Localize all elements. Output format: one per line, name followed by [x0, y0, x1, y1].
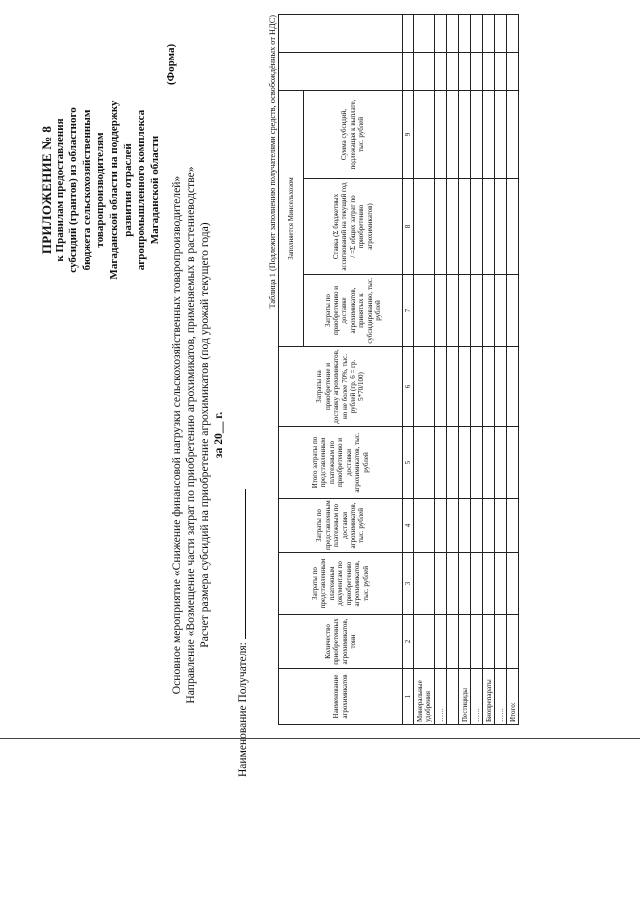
- page-divider-line: [0, 738, 640, 739]
- header-cell: Затраты по приобретению и доставке агрохимикатов, принятых к субсидированию, тыс. рублей: [304, 275, 403, 347]
- row-label: Минеральные удобрения: [414, 669, 435, 725]
- table-row: [507, 15, 519, 725]
- direction-line: Направление «Возмещение части затрат по приобретению агрохимикатов, применяемых в растениеводстве»: [184, 166, 197, 704]
- appendix-line: товаропроизводителям: [94, 132, 107, 248]
- table-caption: Таблица 1 (Подлежит заполнению получателями средств, освобождённых от НДС): [268, 15, 277, 309]
- table-row: [483, 15, 495, 725]
- table-row: [435, 15, 447, 725]
- table-row: [471, 15, 483, 725]
- appendix-title: ПРИЛОЖЕНИЕ № 8: [39, 125, 54, 255]
- col-number: 4: [403, 499, 414, 553]
- recipient-underline: [234, 489, 246, 639]
- row-label: [447, 669, 459, 725]
- table-row: [459, 15, 471, 725]
- appendix-line: развития отраслей: [121, 143, 134, 237]
- header-cell: Наименование агрохимикатов: [279, 669, 403, 725]
- appendix-line: Магаданской области на поддержку: [107, 100, 120, 280]
- col-number: 8: [403, 179, 414, 275]
- group-header-cell: Заполняется Минсельхозом: [279, 91, 304, 347]
- header-cell: Затраты по представленным платежным документам по приобретению агрохимикатов, тыс. рублей: [279, 553, 403, 615]
- subsidy-table: [278, 14, 519, 725]
- col-number-empty: [403, 53, 414, 91]
- col-number: 9: [403, 91, 414, 179]
- table-row: [495, 15, 507, 725]
- header-cell-empty: [279, 15, 403, 53]
- measure-line: Основное мероприятие «Снижение финансовой нагрузки сельскохозяйственных товаропроизводителей»: [170, 175, 183, 695]
- row-label: Пестициды: [459, 669, 471, 725]
- col-number: 5: [403, 427, 414, 499]
- table-row: [447, 15, 459, 725]
- header-cell: Ставка (Σ бюджетных ассигнований на текущий год / =Σ общих затрат по приобретению агрохимикатов): [304, 179, 403, 275]
- row-label: ……: [435, 669, 447, 725]
- appendix-line: агропромышленного комплекса: [135, 109, 148, 271]
- col-number-empty: [403, 15, 414, 53]
- row-label: Биопрепараты: [483, 669, 495, 725]
- header-cell: Итого затраты по представленным платежным по приобретению и доставки агрохимикатов, тыс. рублей: [279, 427, 403, 499]
- col-number: 6: [403, 347, 414, 427]
- form-label: (Форма): [165, 43, 177, 85]
- header-cell: Сумма субсидий, подлежащая к выплате, тыс. рублей: [304, 91, 403, 179]
- header-cell: Затраты на приобретение и доставку агрохимикатов, но не более 70%, тыс. рублей (гр. 6 = гр. 5*70/100): [279, 347, 403, 427]
- col-number: 3: [403, 553, 414, 615]
- header-row-group: [279, 15, 304, 725]
- col-number: 1: [403, 669, 414, 725]
- calc-title: Расчет размера субсидий на приобретение агрохимикатов (под урожай текущего года): [198, 222, 211, 648]
- appendix-line: Магаданской области: [148, 135, 161, 245]
- form-heading: [170, 55, 226, 815]
- header-cell: Затраты по представленным платежным по доставки агрохимикатов, тыс. рублей: [279, 499, 403, 553]
- appendix-block: [40, 25, 162, 355]
- row-label: Итого:: [507, 669, 519, 725]
- recipient-field: [234, 489, 249, 777]
- recipient-label: Наименование Получателя:: [237, 642, 249, 777]
- appendix-line: к Правилам предоставления: [53, 118, 66, 262]
- appendix-line: субсидий (грантов) из областного: [67, 107, 80, 273]
- table-row: [414, 15, 435, 725]
- row-label: ……: [495, 669, 507, 725]
- header-cell: Количество приобретенных агрохимикатов, тонн: [279, 615, 403, 669]
- col-number: 2: [403, 615, 414, 669]
- year-line: за 20__ г.: [212, 411, 225, 459]
- col-number: 7: [403, 275, 414, 347]
- header-cell-empty: [279, 53, 403, 91]
- column-number-row: [403, 15, 414, 725]
- row-label: ……: [471, 669, 483, 725]
- appendix-line: бюджета сельскохозяйственным: [80, 109, 93, 271]
